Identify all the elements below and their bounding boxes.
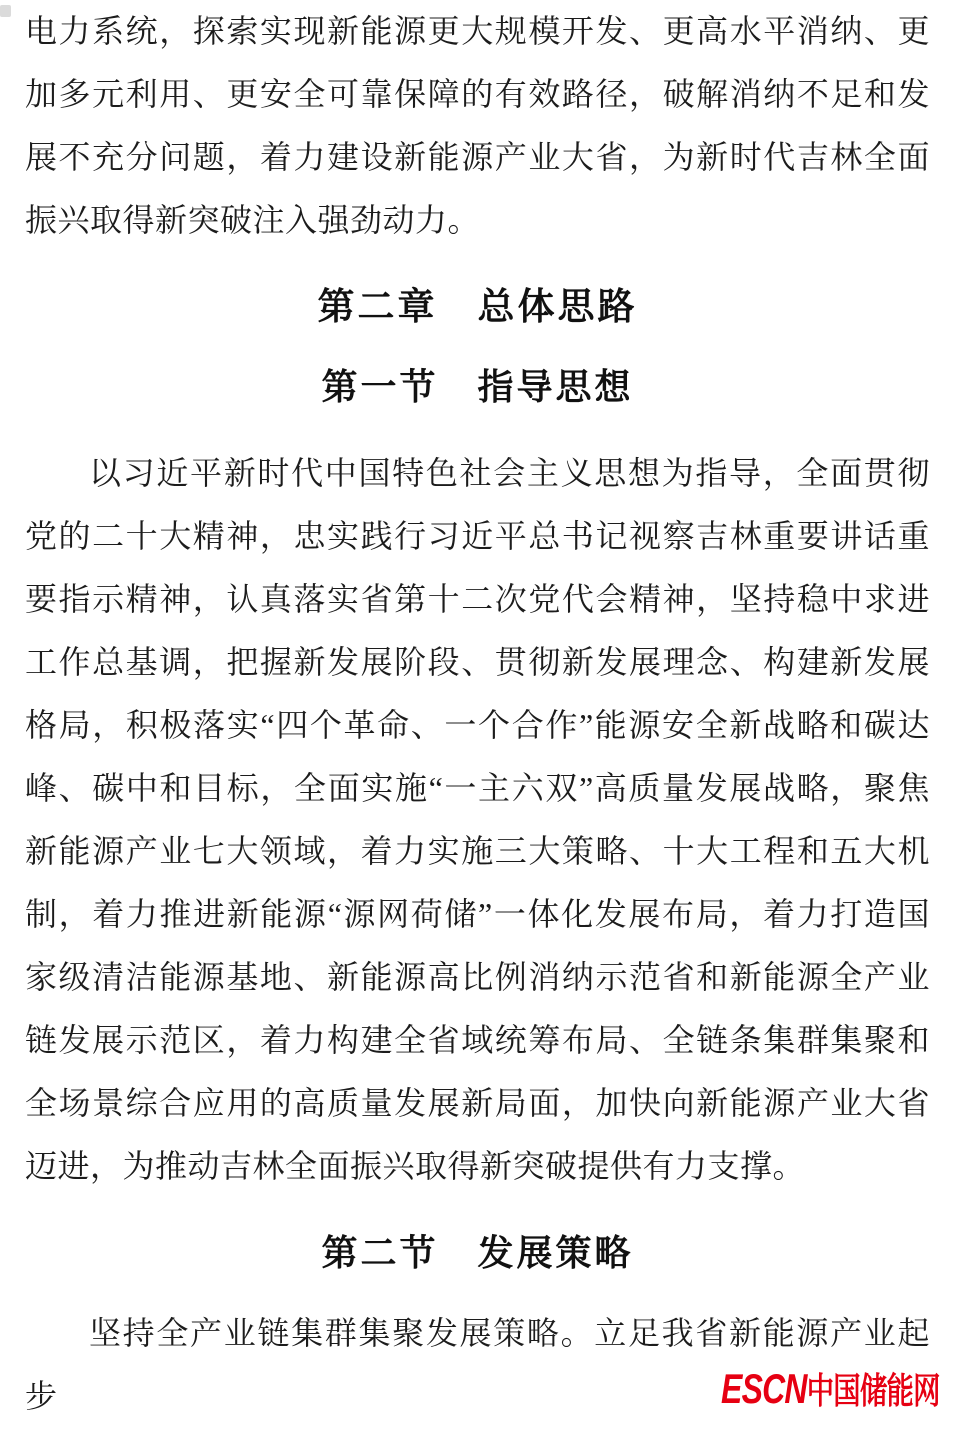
scan-artifact [0, 5, 11, 17]
chapter-heading: 第二章 总体思路 [317, 287, 638, 328]
section-2-paragraph: 坚持全产业链集群集聚发展策略。立足我省新能源产业起步 [25, 1315, 930, 1414]
escn-watermark-logo [721, 1365, 940, 1418]
escn-logo-chinese-text: 中国储能网 [806, 1370, 940, 1411]
section-2-heading: 第二节 发展策略 [321, 1232, 634, 1273]
intro-paragraph: 电力系统，探索实现新能源更大规模开发、更高水平消纳、更加多元利用、更安全可靠保障的有效路径，破解消纳不足和发展不充分问题，着力建设新能源产业大省，为新时代吉林全面振兴取得新突破注入强劲动力。 [25, 13, 930, 238]
section-1-heading: 第一节 指导思想 [321, 366, 634, 407]
section-1-paragraph: 以习近平新时代中国特色社会主义思想为指导，全面贯彻党的二十大精神，忠实践行习近平总书记视察吉林重要讲话重要指示精神，认真落实省第十二次党代会精神，坚持稳中求进工作总基调，把握新发展阶段、贯彻新发展理念、构建新发展格局，积极落实“四个革命、一个合作”能源安全新战略和碳达峰、碳中和目标，全面实施“一主六双”高质量发展战略，聚焦新能源产业七大领域，着力实施三大策略、十大工程和五大机制，着力推进新能源“源网荷储”一体化发展布局，着力打造国家级清洁能源基地、新能源高比例消纳示范省和新能源全产业链发展示范区，着力构建全省域统筹布局、全链条集群集聚和全场景综合应用的高质量发展新局面，加快向新能源产业大省迈进，为推动吉林全面振兴取得新突破提供有力支撑。 [25, 455, 930, 1184]
escn-logo-latin-text: ESCN [721, 1365, 807, 1412]
